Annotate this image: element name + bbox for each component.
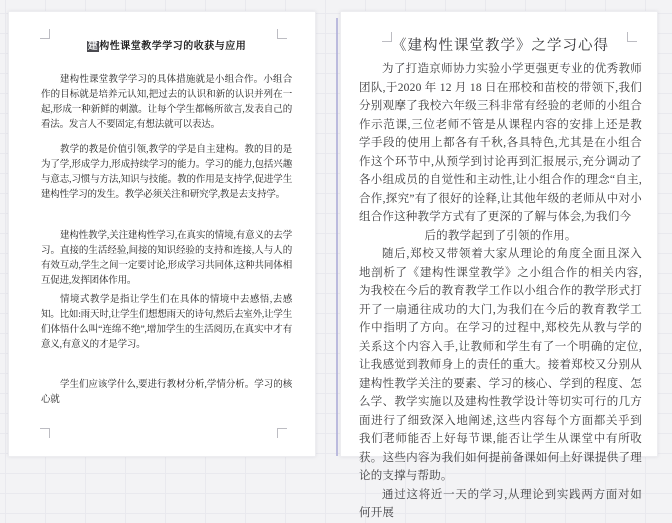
paragraph[interactable]: 通过这将近一天的学习,从理论到实践两方面对如何开展 bbox=[359, 488, 642, 519]
paragraph[interactable]: 情境式教学是指让学生们在具体的情境中去感悟,去感知。比如:雨天时,让学生们想想雨天的诗句,然后去室外,让学生们体悟什么叫“连绵不绝”,增加学生的生活阅历,在真实中才有意义,有意义的才是学习。 bbox=[41, 295, 292, 350]
document-page-right[interactable] bbox=[340, 11, 658, 519]
paragraph[interactable]: 建构性课堂教学学习的具体措施就是小组合作。小组合作的目标就是培养元认知,把过去的认识和新的认识并列在一起,形成一种新鲜的刺激。让每个学生都畅所欲言,发表自己的看法。发言人不要固定,有想法就可以表达。 bbox=[41, 75, 292, 130]
paragraph-centered-line[interactable]: 后的教学起到了引领的作用。 bbox=[424, 229, 577, 242]
right-page-title[interactable]: 《建构性课堂教学》之学习心得 bbox=[392, 38, 609, 54]
margin-crop-mark bbox=[40, 29, 50, 39]
left-page-title-text: 构性课堂教学学习的收获与应用 bbox=[99, 41, 247, 52]
margin-crop-mark bbox=[277, 29, 287, 39]
left-page-text-area[interactable] bbox=[41, 41, 292, 408]
page-gap-divider-line bbox=[336, 18, 338, 456]
paragraph[interactable]: 随后,郑校又带领着大家从理论的角度全面且深入地剖析了《建构性课堂教学》之小组合作的相关内容,为我校在今后的教育教学工作以小组合作的教学形式打开了一扇通往成功的大门,为我们在今后的教育教学工作中指明了方向。在学习的过程中,郑校先从教与学的关系这个内容入手,让教师和学生有了一个明确的定位,让我感觉到教师身上的责任的重大。接着郑校又分别从建构性教学关注的要素、学习的核心、学到的程度、怎么学、教学实施以及建构性教学设计等切实可行的几方面进行了细致深入地阐述,这些内容每个方面都关乎到我们老师能否上好每节课,能否让学生从课堂中有所收获。这些内容为我们如何提前备课如何上好课提供了理论的支撑与帮助。 bbox=[359, 248, 642, 482]
left-page-title[interactable] bbox=[41, 41, 292, 53]
document-page-left[interactable] bbox=[8, 11, 316, 457]
paragraph[interactable]: 为了打造京师协力实验小学更强更专业的优秀教师团队,于2020 年 12 月 18 日在邢校和苗校的带领下,我们分别观摩了我校六年级三科非常有经验的老师的小组合作示范课,三位老师不管是从课程内容的安排上还是教学手段的使用上都各有千秋,各具特色,尤其是在小组合作这个环节中,从预学到讨论再到汇报展示,充分调动了各小组成员的自觉性和主动性,让小组合作的理念“自主,合作,探究”有了很好的诠释,让其他年级的老师从中对小组合作这种教学方式有了更深的了解与体会,为我们今 bbox=[359, 63, 642, 223]
paragraph[interactable]: 教学的教是价值引领,教学的学是自主建构。教的目的是为了学,形成学力,形成持续学习的能力。学习的能力,包括兴趣与意志,习惯与方法,知识与技能。教的作用是支持学,促进学生建构性学习的发生。教学必须关注和研究学,教是去支持学。 bbox=[41, 145, 292, 200]
margin-crop-mark bbox=[277, 428, 287, 438]
margin-crop-mark bbox=[40, 428, 50, 438]
selected-character[interactable]: 建 bbox=[87, 41, 99, 52]
right-page-text-area[interactable] bbox=[359, 36, 642, 523]
paragraph[interactable]: 建构性教学,关注建构性学习,在真实的情境,有意义的去学习。直接的生活经验,间接的知识经验的支持和连接,人与人的有效互动,学生之间一定要讨论,形成学习共同体,这种共同体相互促进,发挥团体作用。 bbox=[41, 231, 292, 286]
paragraph[interactable]: 学生们应该学什么,要进行教材分析,学情分析。学习的核心就 bbox=[41, 380, 292, 405]
